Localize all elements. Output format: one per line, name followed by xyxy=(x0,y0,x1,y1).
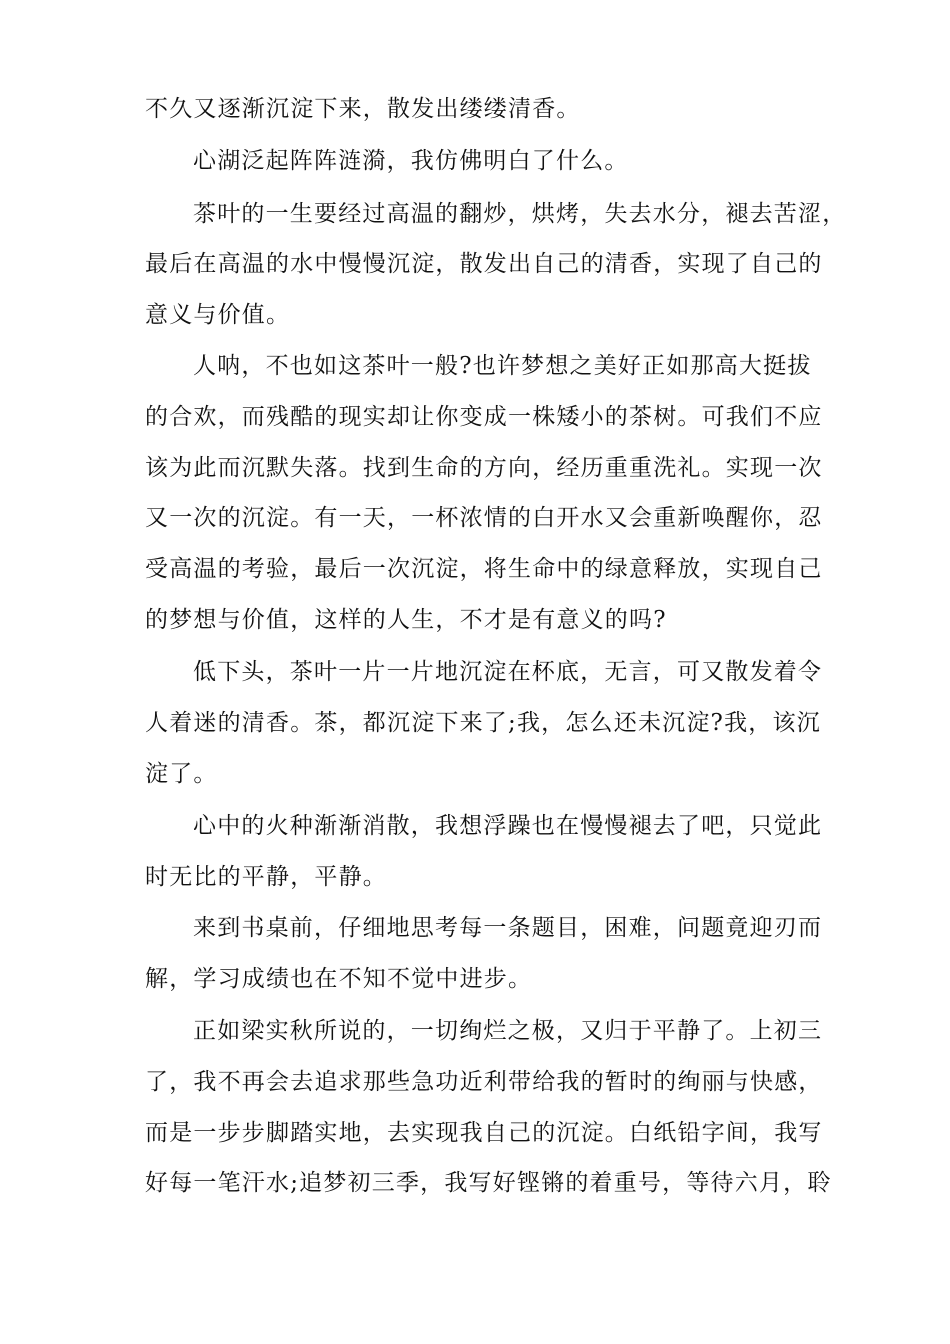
paragraph-start: 心中的火种渐渐消散，我想浮躁也在慢慢褪去了吧，只觉此 xyxy=(193,813,823,839)
text-line: 该为此而沉默失落。找到生命的方向，经历重重洗礼。实现一次 xyxy=(145,455,823,481)
text-line: 淀了。 xyxy=(145,761,218,787)
text-line: 而是一步步脚踏实地，去实现我自己的沉淀。白纸铅字间，我写 xyxy=(145,1120,823,1146)
text-line: 最后在高温的水中慢慢沉淀，散发出自己的清香，实现了自己的 xyxy=(145,251,823,277)
text-line: 不久又逐渐沉淀下来，散发出缕缕清香。 xyxy=(145,96,581,122)
paragraph-start: 人呐，不也如这茶叶一般?也许梦想之美好正如那高大挺拔 xyxy=(193,353,812,379)
text-line: 时无比的平静，平静。 xyxy=(145,864,387,890)
text-line: 人着迷的清香。茶，都沉淀下来了;我，怎么还未沉淀?我，该沉 xyxy=(145,710,821,736)
paragraph-start: 正如梁实秋所说的，一切绚烂之极，又归于平静了。上初三 xyxy=(193,1018,823,1044)
text-line: 解，学习成绩也在不知不觉中进步。 xyxy=(145,966,533,992)
text-line: 的合欢，而残酷的现实却让你变成一株矮小的茶树。可我们不应 xyxy=(145,404,823,430)
text-line: 好每一笔汗水;追梦初三季，我写好铿锵的着重号，等待六月，聆 xyxy=(145,1170,832,1196)
paragraph-start: 茶叶的一生要经过高温的翻炒，烘烤，失去水分，褪去苦涩， xyxy=(193,201,847,227)
paragraph-start: 心湖泛起阵阵涟漪，我仿佛明白了什么。 xyxy=(193,148,629,174)
text-line: 的梦想与价值，这样的人生，不才是有意义的吗? xyxy=(145,607,667,633)
text-line: 意义与价值。 xyxy=(145,302,291,328)
paragraph-start: 低下头，茶叶一片一片地沉淀在杯底，无言，可又散发着令 xyxy=(193,659,823,685)
text-line: 受高温的考验，最后一次沉淀，将生命中的绿意释放，实现自己 xyxy=(145,556,823,582)
text-line: 了，我不再会去追求那些急功近利带给我的暂时的绚丽与快感， xyxy=(145,1069,823,1095)
text-line: 又一次的沉淀。有一天，一杯浓情的白开水又会重新唤醒你，忍 xyxy=(145,505,823,531)
paragraph-start: 来到书桌前，仔细地思考每一条题目，困难，问题竟迎刃而 xyxy=(193,915,823,941)
